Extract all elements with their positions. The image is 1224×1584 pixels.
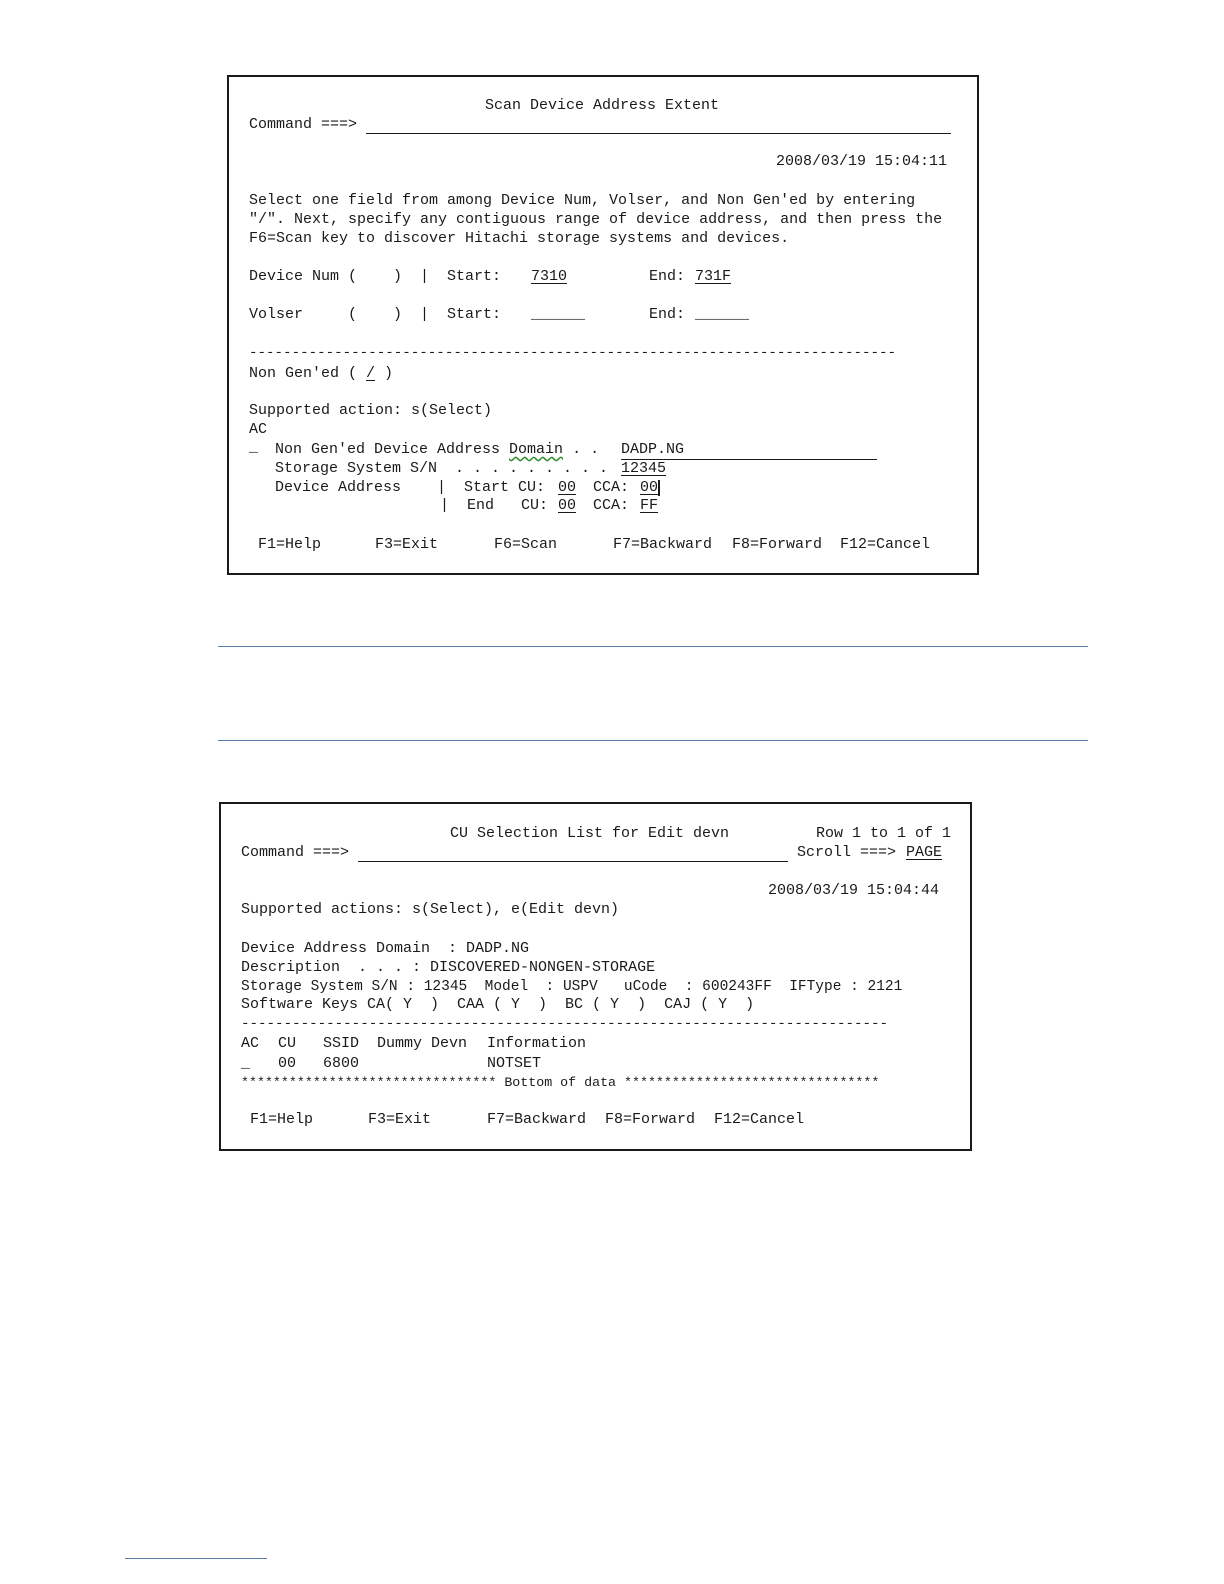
fkey-backward[interactable]: F7=Backward	[613, 536, 713, 553]
command-label: Command ===>	[241, 844, 350, 861]
volser-label: Volser ( ) | Start:	[249, 306, 502, 323]
volser-end-field[interactable]: ______	[695, 306, 750, 323]
domain-label: Non Gen'ed Device Address Domain . .	[275, 441, 609, 458]
panel-title: CU Selection List for Edit devn	[450, 825, 730, 842]
separator: ----------------------------------------------------------------------------	[249, 345, 897, 361]
description-line: Description . . . : DISCOVERED-NONGEN-STORAGE	[241, 959, 656, 976]
col-header-cu: CU	[278, 1035, 297, 1052]
col-header-information: Information	[487, 1035, 587, 1052]
fkey-scan[interactable]: F6=Scan	[494, 536, 558, 553]
device-num-label: Device Num ( ) | Start:	[249, 268, 502, 285]
text-cursor	[658, 480, 660, 496]
sn-label: Storage System S/N . . . . . . . . .	[275, 460, 609, 477]
cu-selection-panel	[219, 802, 972, 1151]
device-num-end-field[interactable]: 731F	[695, 268, 732, 285]
fkey-help[interactable]: F1=Help	[250, 1111, 314, 1128]
fkey-backward[interactable]: F7=Backward	[487, 1111, 587, 1128]
ac-input[interactable]: _	[249, 439, 259, 456]
section-rule-bottom	[218, 740, 1088, 741]
col-header-dummy-devn: Dummy Devn	[377, 1035, 468, 1052]
fkey-cancel[interactable]: F12=Cancel	[840, 536, 931, 553]
col-header-ac: AC	[241, 1035, 260, 1052]
non-gened-label: Non Gen'ed ( / )	[249, 365, 394, 382]
non-gened-select-field[interactable]: /	[366, 365, 376, 382]
panel-title: Scan Device Address Extent	[485, 97, 720, 114]
domain-field[interactable]: DADP.NG	[621, 441, 685, 458]
software-keys-line: Software Keys CA( Y ) CAA ( Y ) BC ( Y ) CAJ ( Y )	[241, 996, 755, 1013]
scan-device-panel	[227, 75, 979, 575]
end-cca-label: CCA:	[593, 497, 630, 514]
section-rule-top	[218, 646, 1088, 647]
row-ac-input[interactable]: _	[241, 1055, 251, 1072]
device-num-end-label: End:	[649, 268, 686, 285]
volser-end-label: End:	[649, 306, 686, 323]
scroll-field[interactable]: PAGE	[906, 844, 943, 861]
fkey-exit[interactable]: F3=Exit	[368, 1111, 432, 1128]
fkey-forward[interactable]: F8=Forward	[732, 536, 823, 553]
supported-actions-text: Supported actions: s(Select), e(Edit devn)	[241, 901, 620, 918]
command-label: Command ===>	[249, 116, 358, 133]
timestamp: 2008/03/19 15:04:11	[776, 153, 948, 170]
device-address-label: Device Address | Start CU:	[275, 479, 546, 496]
instruction-line-1: Select one field from among Device Num, Volser, and Non Gen'ed by entering	[249, 192, 916, 209]
row-info: Row 1 to 1 of 1	[816, 825, 952, 842]
volser-start-field[interactable]: ______	[531, 306, 586, 323]
storage-line: Storage System S/N : 12345 Model : USPV uCode : 600243FF IFType : 2121	[241, 979, 903, 995]
fkey-forward[interactable]: F8=Forward	[605, 1111, 696, 1128]
start-cu-field[interactable]: 00	[558, 479, 577, 496]
scroll-label: Scroll ===>	[797, 844, 897, 861]
supported-action-text: Supported action: s(Select)	[249, 402, 493, 419]
end-cca-field[interactable]: FF	[640, 497, 659, 514]
instruction-line-2: "/". Next, specify any contiguous range of device address, and then press the	[249, 211, 943, 228]
command-input[interactable]	[366, 133, 951, 134]
col-header-ssid: SSID	[323, 1035, 360, 1052]
timestamp: 2008/03/19 15:04:44	[768, 882, 940, 899]
domain-line: Device Address Domain : DADP.NG	[241, 940, 530, 957]
row-cu: 00	[278, 1055, 297, 1072]
row-information: NOTSET	[487, 1055, 542, 1072]
fkey-exit[interactable]: F3=Exit	[375, 536, 439, 553]
command-input[interactable]	[358, 861, 788, 862]
footnote-rule	[125, 1558, 267, 1559]
ac-header: AC	[249, 421, 268, 438]
instruction-line-3: F6=Scan key to discover Hitachi storage systems and devices.	[249, 230, 790, 247]
end-cu-label: | End CU:	[440, 497, 549, 514]
separator: ----------------------------------------------------------------------------	[241, 1016, 889, 1032]
fkey-cancel[interactable]: F12=Cancel	[714, 1111, 805, 1128]
sn-field[interactable]: 12345	[621, 460, 667, 477]
bottom-of-data: ******************************** Bottom of data ********************************	[241, 1075, 880, 1090]
device-num-start-field[interactable]: 7310	[531, 268, 568, 285]
start-cca-field[interactable]: 00	[640, 479, 659, 496]
end-cu-field[interactable]: 00	[558, 497, 577, 514]
row-ssid: 6800	[323, 1055, 360, 1072]
start-cca-label: CCA:	[593, 479, 630, 496]
fkey-help[interactable]: F1=Help	[258, 536, 322, 553]
